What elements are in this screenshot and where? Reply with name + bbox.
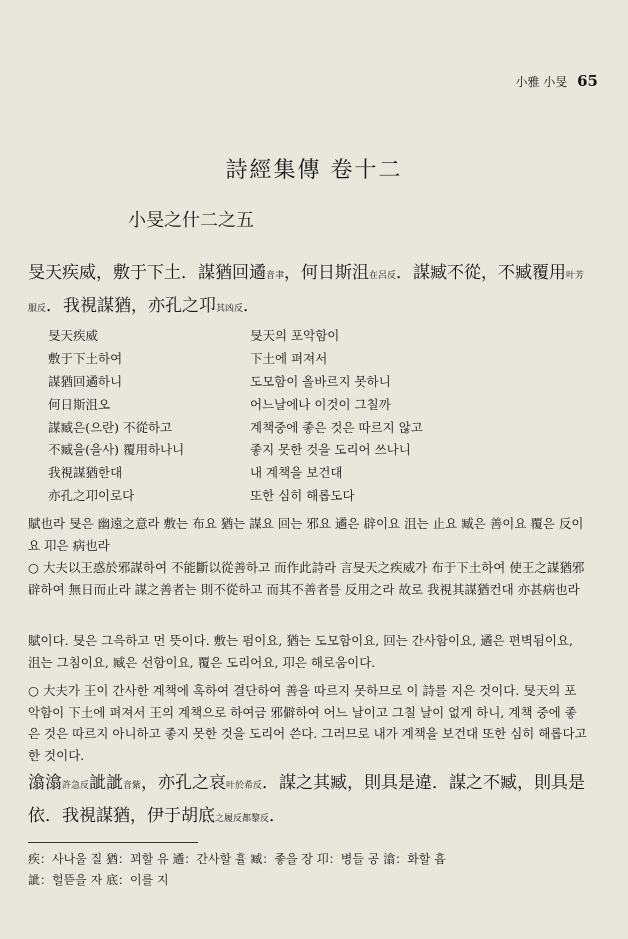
verse-text: ，亦孔之哀 <box>141 773 227 793</box>
phonetic-note: 叶芳服反 <box>28 271 585 314</box>
korean-phrase: 下土에 펴져서 <box>250 351 328 367</box>
chapter-title: 詩經集傳 卷十二 <box>225 158 403 183</box>
translation-row <box>48 461 568 484</box>
hanja-phrase: 我視謀猶한대 <box>48 465 123 481</box>
commentary-interpretation: ○ 大夫以王惑於邪謀하여 不能斷以從善하고 而作此詩라 言旻天之疾威가 布于下土하여 使王之謀猶邪辟하여 無日而止라 謀之善者는 則不從하고 而其不善者를 反用之라 故로 我視其謀猶컨대 亦甚病也라 <box>28 560 585 597</box>
verse-text: 旻天疾威，敷于下土．謀猶回遹 <box>28 263 266 283</box>
phonetic-note: 在呂反 <box>369 271 397 281</box>
translation-row <box>48 324 568 347</box>
page-number: 65 <box>577 72 598 90</box>
hanja-phrase: 何日斯沮오 <box>48 396 111 412</box>
verse-stanza-2 <box>28 768 588 834</box>
verse-text: ，何日斯沮 <box>284 263 370 283</box>
hanja-phrase: 敷于下土하여 <box>48 351 123 367</box>
translation-row <box>48 392 568 415</box>
translation-row <box>48 347 568 370</box>
verse-stanza-1 <box>28 258 588 324</box>
verse-text: ． <box>243 296 261 316</box>
verse-text: 潝潝 <box>28 773 62 793</box>
verse-text: ．我視謀猶，亦孔之卭 <box>46 296 217 316</box>
korean-phrase: 좋지 못한 것을 도리어 쓰나니 <box>250 442 411 458</box>
running-title: 小雅 小旻 <box>515 75 568 89</box>
korean-phrase: 旻天의 포악함이 <box>250 328 340 344</box>
translation-row <box>48 370 568 393</box>
verse-text: ． <box>269 806 287 826</box>
korean-phrase: 도모함이 올바르지 못하니 <box>250 373 391 389</box>
footnote-divider <box>28 842 198 843</box>
korean-phrase: 계책중에 좋은 것은 따르지 않고 <box>250 419 423 435</box>
korean-phrase: 어느날에나 이것이 그칠까 <box>250 396 391 412</box>
running-header <box>515 72 598 90</box>
translation-row <box>48 484 568 507</box>
korean-phrase: 내 계책을 보건대 <box>250 465 343 481</box>
phonetic-note: 之履反都黎反 <box>215 814 270 824</box>
translation-row <box>48 415 568 438</box>
korean-interpretation: ○ 大夫가 王이 간사한 계책에 혹하여 결단하여 善을 따르지 못하므로 이 詩를 지은 것이다. 旻天의 포악함이 下土에 펴져서 王의 계책으로 하여금 邪僻하여 어느 날이고 그칠 날이 없게 하니, 계책 중에 좋은 것은 따르지 아니하고 좋지 못한 것을 도리어 쓴다. 그러므로 내가 계책을 보건대 또한 심히 해롭다고 한 것이다. <box>28 683 587 763</box>
hanja-phrase: 旻天疾威 <box>48 328 99 344</box>
korean-gloss: 賦이다. 旻은 그윽하고 먼 뜻이다. 敷는 펌이요, 猶는 도모함이요, 回는 간사함이요, 遹은 편벽됨이요, 沮는 그침이요, 臧은 선함이요, 覆은 도리어요, 卭은 해로움이다. <box>28 633 573 670</box>
phonetic-note: 音聿 <box>266 271 285 281</box>
glossary-line: 疾：사나울 질 猶：꾀할 유 遹：간사할 휼 臧：좋을 장 卭：병들 공 潝：화할 흡 <box>28 852 446 866</box>
phonetic-note: 音紫 <box>123 781 142 791</box>
verse-text: ．謀之其臧，則具是違．謀之不臧，則具是依．我視謀猶，伊于胡底 <box>28 773 586 826</box>
phonetic-note: 叶於希反 <box>226 781 263 791</box>
hanja-phrase: 謀猶回遹하니 <box>48 373 123 389</box>
verse-text: 訿訿 <box>89 773 124 793</box>
phonetic-note: 許急反 <box>62 781 90 791</box>
verse-text: ．謀臧不從，不臧覆用 <box>396 263 567 283</box>
glossary-line: 訿：헐뜯을 자 底：이를 지 <box>28 873 169 887</box>
hanja-phrase: 謀臧은(으란) 不從하고 <box>48 419 173 435</box>
translation-table <box>48 324 568 506</box>
commentary-gloss: 賦也라 旻은 幽遠之意라 敷는 布요 猶는 謀요 回는 邪요 遹은 辟이요 沮는 止요 臧은 善이요 覆은 反이요 卭은 病也라 <box>28 516 584 553</box>
translation-row <box>48 438 568 461</box>
hanja-phrase: 亦孔之卭이로다 <box>48 487 135 503</box>
korean-phrase: 또한 심히 해롭도다 <box>250 487 355 503</box>
hanja-phrase: 不臧을(을사) 覆用하나니 <box>48 442 185 458</box>
phonetic-note: 其凶反 <box>216 304 244 314</box>
section-subtitle: 小旻之什二之五 <box>128 210 254 231</box>
